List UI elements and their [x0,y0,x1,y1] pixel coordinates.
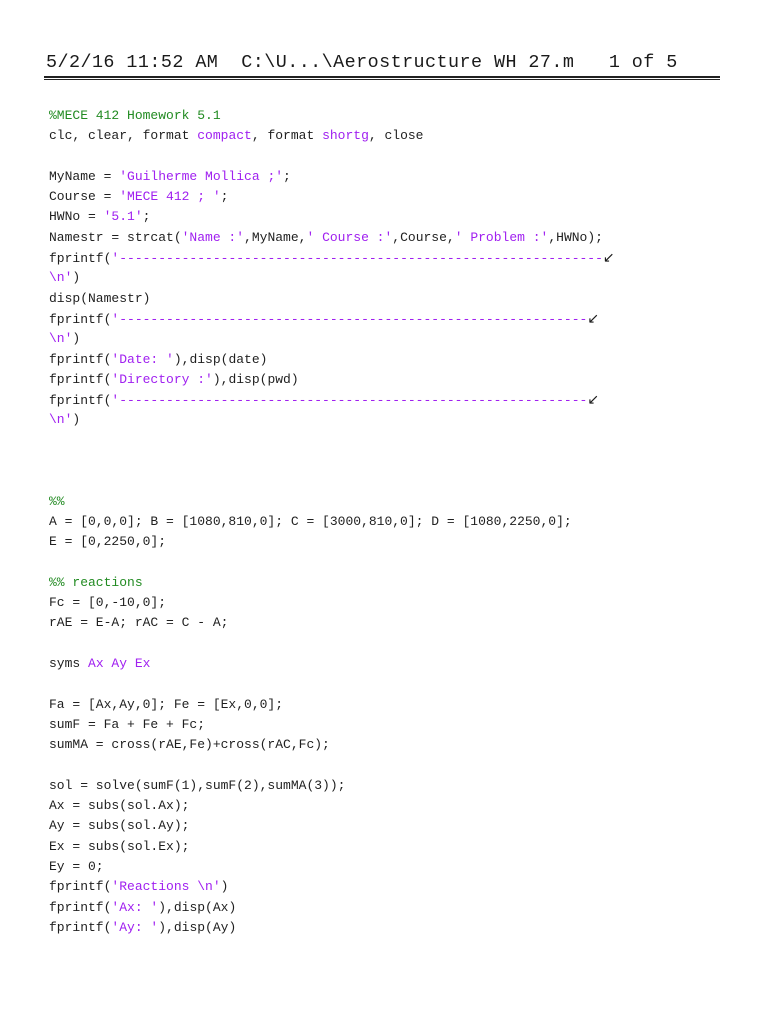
string-literal: \n' [49,270,73,286]
code-text: fprintf( [49,371,112,387]
string-literal: Ax Ay Ex [88,656,151,672]
code-line [49,492,749,512]
code-line [49,776,749,796]
code-line [49,553,749,573]
string-literal: ' Course :' [306,229,393,245]
code-text: Fa = [Ax,Ay,0]; Fe = [Ex,0,0]; [49,696,284,712]
code-line [49,370,749,390]
code-line [49,796,749,816]
code-line [49,715,749,735]
code-listing [49,106,749,938]
code-line [49,309,749,329]
code-text: Fc = [0,-10,0]; [49,595,167,611]
line-wrap-arrow-icon: ↙ [587,392,600,409]
code-text: ,MyName, [244,229,307,245]
code-text: ),disp(date) [173,351,268,367]
code-text: ,Course, [392,229,455,245]
string-literal: 'Date: ' [111,351,174,367]
string-literal: \n' [49,412,73,428]
string-literal: 'Guilherme Mollica ;' [119,168,284,184]
code-text: Course = [49,189,120,205]
code-line [49,674,749,694]
code-line [49,167,749,187]
line-wrap-arrow-icon: ↙ [587,310,600,327]
code-line [49,898,749,918]
code-line [49,593,749,613]
code-line [49,289,749,309]
code-line [49,187,749,207]
code-text: fprintf( [49,311,112,327]
string-literal: 'Name :' [181,229,245,245]
string-literal: compact [197,128,252,144]
code-line [49,431,749,451]
code-comment: %% [49,493,65,509]
string-literal: ' Problem :' [454,229,549,245]
code-line [49,816,749,836]
code-line [49,735,749,755]
code-text: ) [72,412,81,428]
code-line [49,532,749,552]
code-comment: %% reactions [49,574,143,590]
code-line [49,451,749,471]
code-text: ; [142,209,151,225]
code-line [49,207,749,227]
code-text: sumF = Fa + Fe + Fc; [49,716,206,732]
code-line [49,756,749,776]
code-text: syms [49,656,89,672]
code-text: ) [72,331,81,347]
code-text: A = [0,0,0]; B = [1080,810,0]; C = [3000,810,0]; D = [1080,2250,0]; [49,513,572,529]
string-literal: 'Reactions \n' [111,879,221,895]
code-text: fprintf( [49,919,112,935]
code-text: rAE = E-A; rAC = C - A; [49,615,229,631]
string-literal: '------------------------------------------------------------ [111,311,588,327]
code-line [49,147,749,167]
code-line [49,695,749,715]
code-text: ,HWNo); [548,229,603,245]
code-comment: %MECE 412 Homework 5.1 [49,108,221,123]
code-text: Ex = subs(sol.Ex); [49,838,190,854]
string-literal: 'Ax: ' [111,899,159,915]
code-text: fprintf( [49,393,112,409]
code-text: fprintf( [49,899,112,915]
string-literal: shortg [322,128,369,144]
code-text: ),disp(pwd) [212,371,299,387]
string-literal: '5.1' [103,209,143,225]
code-line [49,918,749,938]
code-text: Namestr = strcat( [49,229,182,245]
code-text: ; [220,189,229,205]
code-text: ) [72,270,81,286]
code-line [49,329,749,349]
page-header: 5/2/16 11:52 AM C:\U...\Aerostructure WH 27.m 1 of 5 [46,52,678,73]
code-text: , format [251,128,323,144]
code-text: ),disp(Ay) [158,919,237,935]
string-literal: 'MECE 412 ; ' [119,189,221,205]
code-line [49,390,749,410]
code-line [49,613,749,633]
code-line [49,350,749,370]
code-line [49,634,749,654]
code-text: Ax = subs(sol.Ax); [49,798,190,814]
code-line [49,471,749,491]
string-literal: 'Directory :' [111,371,213,387]
string-literal: 'Ay: ' [111,919,159,935]
code-text: sol = solve(sumF(1),sumF(2),sumMA(3)); [49,777,346,793]
code-text: sumMA = cross(rAE,Fe)+cross(rAC,Fc); [49,737,330,753]
code-line [49,837,749,857]
code-line [49,126,749,146]
string-literal: \n' [49,331,73,347]
code-text: HWNo = [49,209,104,225]
code-text: fprintf( [49,351,112,367]
code-text: fprintf( [49,251,112,267]
string-literal: '------------------------------------------------------------ [111,393,588,409]
code-line [49,573,749,593]
code-line [49,268,749,288]
code-text: Ay = subs(sol.Ay); [49,818,190,834]
code-text: ; [283,168,291,184]
header-divider [44,76,720,80]
code-text: fprintf( [49,879,112,895]
line-wrap-arrow-icon: ↙ [602,250,615,267]
string-literal: '-------------------------------------------------------------- [111,251,603,267]
code-line [49,228,749,248]
code-line [49,106,749,126]
code-text: ) [220,879,229,895]
code-text: , close [368,128,424,144]
code-line [49,877,749,897]
code-line [49,857,749,877]
code-text: MyName = [49,168,120,184]
code-text: E = [0,2250,0]; [49,534,167,550]
code-line [49,654,749,674]
code-line [49,248,749,268]
code-text: disp(Namestr) [49,290,151,306]
code-text: ),disp(Ax) [158,899,237,915]
code-text: clc, clear, format [49,128,198,144]
code-line [49,410,749,430]
code-text: Ey = 0; [49,858,104,874]
code-line [49,512,749,532]
